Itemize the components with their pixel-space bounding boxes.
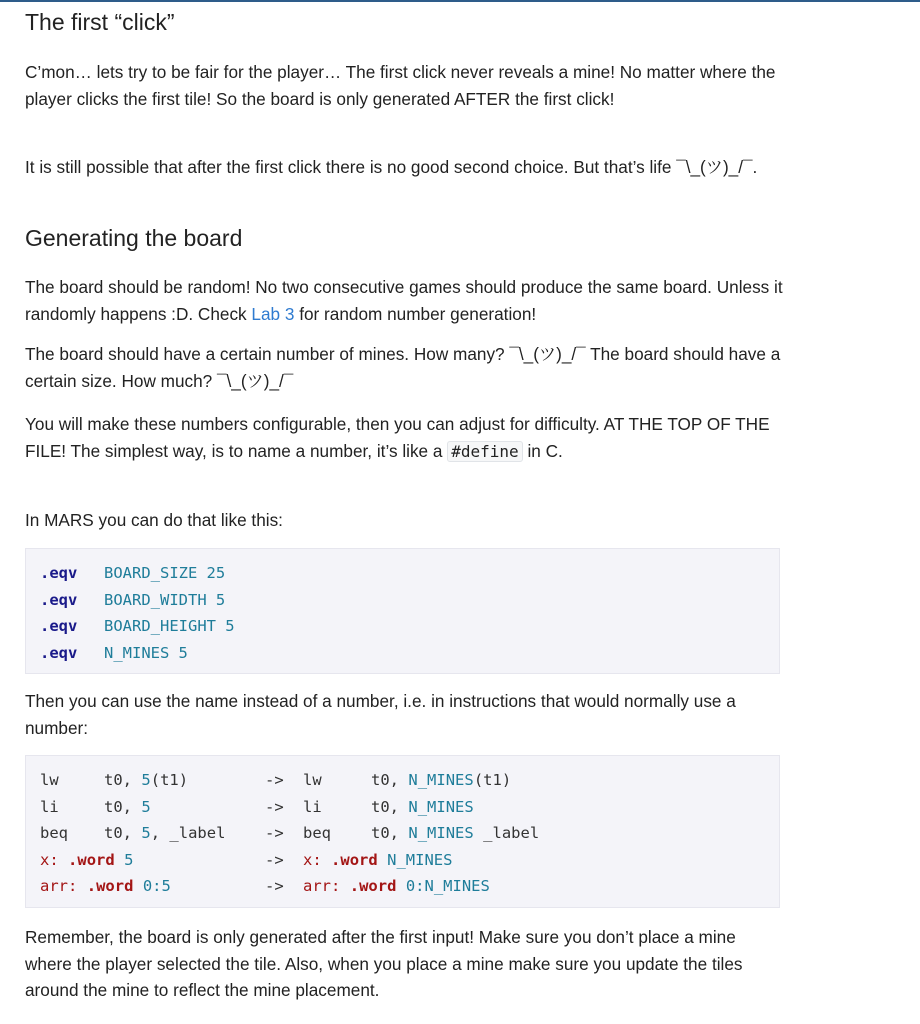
code-line bbox=[40, 613, 765, 640]
code-number: 5 bbox=[124, 850, 134, 869]
code-identifier: N_MINES bbox=[104, 643, 170, 662]
code-directive: .eqv bbox=[40, 617, 78, 635]
code-line bbox=[40, 820, 765, 847]
code-opcode: li bbox=[40, 797, 59, 816]
code-line bbox=[40, 847, 765, 874]
code-line bbox=[40, 640, 765, 667]
code-arrow: -> bbox=[265, 797, 284, 816]
code-block-eqv bbox=[25, 548, 780, 674]
code-arrow: -> bbox=[265, 824, 284, 842]
code-directive: .eqv bbox=[40, 564, 78, 582]
code-directive: .word bbox=[86, 877, 134, 895]
code-line bbox=[40, 560, 765, 587]
code-opcode: arr: bbox=[40, 877, 78, 895]
code-identifier: N_MINES bbox=[387, 850, 453, 869]
code-directive: .word bbox=[331, 850, 378, 869]
code-directive: .word bbox=[68, 850, 115, 869]
code-opcode: lw bbox=[303, 771, 322, 789]
paragraph-generating-1 bbox=[25, 274, 785, 327]
lab3-link[interactable]: Lab 3 bbox=[251, 303, 295, 324]
paragraph-first-click-1: C’mon… lets try to be fair for the player… The first click never reveals a mine! No matter where the player clicks the first tile! So the board is only generated AFTER the first click! bbox=[25, 62, 776, 109]
code-number: 5 bbox=[141, 824, 151, 842]
code-opcode: li bbox=[303, 797, 322, 816]
code-opcode: lw bbox=[40, 771, 59, 789]
code-identifier: 0:N_MINES bbox=[405, 877, 490, 895]
code-arrow: -> bbox=[265, 850, 284, 869]
code-rest: (t1) bbox=[150, 771, 189, 789]
code-number: 5 bbox=[225, 617, 235, 635]
top-rule bbox=[0, 0, 920, 2]
code-directive: .eqv bbox=[40, 643, 78, 662]
code-opcode: x: bbox=[303, 850, 322, 869]
code-number: 0:5 bbox=[142, 877, 171, 895]
paragraph-generating-6: Remember, the board is only generated after the first input! Make sure you don’t place a mine where the player selected the tile. Also, when you place a mine make sure you update the tiles around the mine to reflect the mine placement. bbox=[25, 927, 743, 1000]
paragraph-text: in C. bbox=[522, 440, 563, 461]
code-number: 25 bbox=[206, 564, 226, 582]
code-identifier: N_MINES bbox=[408, 824, 474, 842]
code-arrow: -> bbox=[265, 877, 284, 895]
code-number: 5 bbox=[141, 771, 151, 789]
code-args: t0, bbox=[104, 824, 142, 842]
code-rest: , _label bbox=[150, 824, 226, 842]
code-args: t0, bbox=[104, 797, 142, 816]
paragraph-generating-4: In MARS you can do that like this: bbox=[25, 510, 283, 530]
code-identifier: N_MINES bbox=[408, 771, 474, 789]
code-directive: .eqv bbox=[40, 590, 78, 609]
code-line bbox=[40, 587, 765, 614]
code-args: t0, bbox=[104, 771, 142, 789]
inline-code-define: #define bbox=[447, 441, 522, 462]
heading-first-click: The first “click” bbox=[25, 9, 175, 35]
code-rest: (t1) bbox=[473, 771, 512, 789]
code-args: t0, bbox=[371, 824, 409, 842]
code-identifier: N_MINES bbox=[408, 797, 474, 816]
paragraph-text: The board should be random! No two consecutive games should produce the same board. Unless it randomly happens :D. Check bbox=[25, 277, 783, 324]
code-opcode: arr: bbox=[303, 877, 341, 895]
code-directive: .word bbox=[349, 877, 397, 895]
code-args: t0, bbox=[371, 771, 409, 789]
code-line bbox=[40, 794, 765, 821]
code-identifier: BOARD_HEIGHT bbox=[104, 617, 216, 635]
paragraph-text: for random number generation! bbox=[294, 303, 537, 324]
code-identifier: BOARD_WIDTH bbox=[104, 590, 207, 609]
code-rest: _label bbox=[473, 824, 540, 842]
paragraph-text: You will make these numbers configurable, then you can adjust for difficulty. AT THE TOP OF THE FILE! The simplest way, is to name a number, it’s like a bbox=[25, 414, 770, 461]
code-number: 5 bbox=[141, 797, 151, 816]
code-arrow: -> bbox=[265, 771, 284, 789]
paragraph-first-click-2: It is still possible that after the first click there is no good second choice. But that’s life ¯\_(ツ)_/¯. bbox=[25, 157, 758, 177]
code-opcode: beq bbox=[303, 824, 331, 842]
paragraph-generating-2: The board should have a certain number of mines. How many? ¯\_(ツ)_/¯ The board should have a certain size. How much? ¯\_(ツ)_/¯ bbox=[25, 344, 781, 391]
code-identifier: BOARD_SIZE bbox=[104, 564, 198, 582]
code-number: 5 bbox=[178, 643, 188, 662]
code-opcode: beq bbox=[40, 824, 68, 842]
code-block-compare bbox=[25, 755, 780, 908]
code-opcode: x: bbox=[40, 850, 59, 869]
code-number: 5 bbox=[215, 590, 226, 609]
paragraph-generating-3 bbox=[25, 411, 785, 465]
code-line bbox=[40, 873, 765, 900]
heading-generating-board: Generating the board bbox=[25, 225, 243, 251]
paragraph-generating-5: Then you can use the name instead of a number, i.e. in instructions that would normally use a number: bbox=[25, 691, 736, 738]
code-args: t0, bbox=[371, 797, 409, 816]
code-line bbox=[40, 767, 765, 794]
